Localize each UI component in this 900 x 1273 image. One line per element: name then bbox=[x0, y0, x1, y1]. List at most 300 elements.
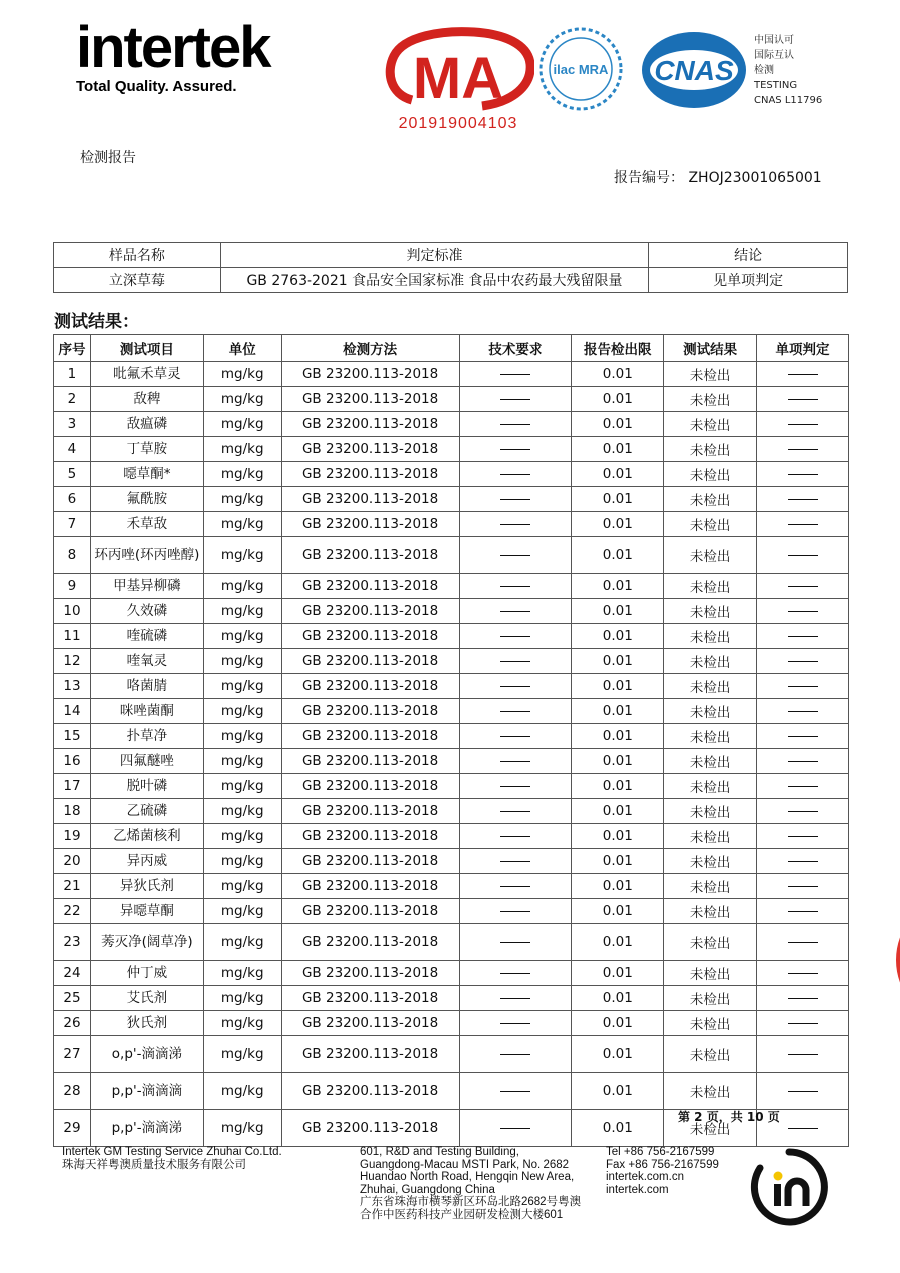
detection-limit: 0.01 bbox=[572, 512, 664, 537]
technical-requirement bbox=[459, 824, 572, 849]
detection-limit: 0.01 bbox=[572, 624, 664, 649]
detection-limit: 0.01 bbox=[572, 649, 664, 674]
unit: mg/kg bbox=[203, 961, 281, 986]
dash-mark bbox=[500, 1054, 530, 1055]
row-number: 6 bbox=[54, 487, 91, 512]
dash-mark bbox=[788, 1128, 818, 1129]
test-item: 敌瘟磷 bbox=[90, 412, 203, 437]
dash-mark bbox=[788, 586, 818, 587]
detection-limit: 0.01 bbox=[572, 437, 664, 462]
detection-limit: 0.01 bbox=[572, 487, 664, 512]
footer-company-line: Intertek GM Testing Service Zhuhai Co.Ltd. bbox=[62, 1146, 282, 1158]
results-body bbox=[54, 362, 849, 1147]
brand-tagline: Total Quality. Assured. bbox=[76, 78, 237, 95]
dash-mark bbox=[500, 555, 530, 556]
test-item: 乙烯菌核利 bbox=[90, 824, 203, 849]
row-number: 21 bbox=[54, 874, 91, 899]
detection-limit: 0.01 bbox=[572, 924, 664, 961]
detection-limit: 0.01 bbox=[572, 1036, 664, 1073]
row-number: 26 bbox=[54, 1011, 91, 1036]
document-title: 检测报告 bbox=[80, 150, 136, 166]
technical-requirement bbox=[459, 599, 572, 624]
test-result: 未检出 bbox=[664, 512, 757, 537]
test-result: 未检出 bbox=[664, 774, 757, 799]
dash-mark bbox=[500, 1023, 530, 1024]
test-item: 敌稗 bbox=[90, 387, 203, 412]
item-judgement bbox=[757, 799, 849, 824]
test-result: 未检出 bbox=[664, 674, 757, 699]
technical-requirement bbox=[459, 649, 572, 674]
footer-address-line: 广东省珠海市横琴新区环岛北路2682号粤澳 bbox=[360, 1196, 582, 1208]
row-number: 14 bbox=[54, 699, 91, 724]
unit: mg/kg bbox=[203, 799, 281, 824]
technical-requirement bbox=[459, 799, 572, 824]
detection-limit: 0.01 bbox=[572, 599, 664, 624]
test-item: 狄氏剂 bbox=[90, 1011, 203, 1036]
test-item: o,p'-滴滴涕 bbox=[90, 1036, 203, 1073]
item-judgement bbox=[757, 462, 849, 487]
unit: mg/kg bbox=[203, 412, 281, 437]
table-row bbox=[54, 649, 849, 674]
row-number: 25 bbox=[54, 986, 91, 1011]
technical-requirement bbox=[459, 849, 572, 874]
results-header-row bbox=[54, 335, 849, 362]
dash-mark bbox=[788, 555, 818, 556]
technical-requirement bbox=[459, 874, 572, 899]
row-number: 20 bbox=[54, 849, 91, 874]
table-row bbox=[54, 874, 849, 899]
unit: mg/kg bbox=[203, 699, 281, 724]
dash-mark bbox=[500, 474, 530, 475]
unit: mg/kg bbox=[203, 362, 281, 387]
test-item: 艾氏剂 bbox=[90, 986, 203, 1011]
table-row bbox=[54, 1036, 849, 1073]
footer-tel: Tel +86 756-2167599 bbox=[606, 1146, 715, 1158]
dash-mark bbox=[788, 811, 818, 812]
unit: mg/kg bbox=[203, 924, 281, 961]
test-item: 扑草净 bbox=[90, 724, 203, 749]
brand-name: intertek bbox=[76, 15, 270, 80]
test-item: 氟酰胺 bbox=[90, 487, 203, 512]
header-cell: 检测方法 bbox=[281, 335, 459, 362]
test-method: GB 23200.113-2018 bbox=[281, 899, 459, 924]
test-method: GB 23200.113-2018 bbox=[281, 1036, 459, 1073]
header-cell: 报告检出限 bbox=[572, 335, 664, 362]
item-judgement bbox=[757, 824, 849, 849]
item-judgement bbox=[757, 749, 849, 774]
ilac-mra-logo bbox=[538, 26, 624, 112]
dash-mark bbox=[500, 973, 530, 974]
test-result: 未检出 bbox=[664, 986, 757, 1011]
item-judgement bbox=[757, 362, 849, 387]
unit: mg/kg bbox=[203, 986, 281, 1011]
dash-mark bbox=[500, 811, 530, 812]
cert-line: 检测 bbox=[754, 65, 774, 76]
table-row bbox=[54, 799, 849, 824]
footer-address-line: 601, R&D and Testing Building, bbox=[360, 1146, 519, 1158]
item-judgement bbox=[757, 874, 849, 899]
unit: mg/kg bbox=[203, 462, 281, 487]
section-title: 测试结果： bbox=[54, 312, 139, 332]
test-method: GB 23200.113-2018 bbox=[281, 874, 459, 899]
dash-mark bbox=[788, 374, 818, 375]
dash-mark bbox=[500, 998, 530, 999]
test-item: 乙硫磷 bbox=[90, 799, 203, 824]
table-row bbox=[54, 537, 849, 574]
technical-requirement bbox=[459, 512, 572, 537]
test-item: 丁草胺 bbox=[90, 437, 203, 462]
row-number: 19 bbox=[54, 824, 91, 849]
table-row bbox=[54, 674, 849, 699]
unit: mg/kg bbox=[203, 724, 281, 749]
technical-requirement bbox=[459, 1036, 572, 1073]
technical-requirement bbox=[459, 986, 572, 1011]
row-number: 27 bbox=[54, 1036, 91, 1073]
technical-requirement bbox=[459, 437, 572, 462]
footer-address-line: Zhuhai, Guangdong China bbox=[360, 1183, 495, 1196]
detection-limit: 0.01 bbox=[572, 537, 664, 574]
dash-mark bbox=[500, 861, 530, 862]
test-result: 未检出 bbox=[664, 574, 757, 599]
unit: mg/kg bbox=[203, 849, 281, 874]
test-result: 未检出 bbox=[664, 462, 757, 487]
dash-mark bbox=[500, 399, 530, 400]
unit: mg/kg bbox=[203, 1110, 281, 1147]
test-method: GB 23200.113-2018 bbox=[281, 437, 459, 462]
test-item: 咪唑菌酮 bbox=[90, 699, 203, 724]
unit: mg/kg bbox=[203, 599, 281, 624]
dash-mark bbox=[788, 661, 818, 662]
detection-limit: 0.01 bbox=[572, 674, 664, 699]
item-judgement bbox=[757, 924, 849, 961]
dash-mark bbox=[500, 786, 530, 787]
header-cell: 测试结果 bbox=[664, 335, 757, 362]
table-row bbox=[54, 1011, 849, 1036]
summary-header-cell: 样品名称 bbox=[54, 243, 221, 268]
dash-mark bbox=[500, 586, 530, 587]
detection-limit: 0.01 bbox=[572, 849, 664, 874]
test-result: 未检出 bbox=[664, 899, 757, 924]
cert-line: 国际互认 bbox=[754, 50, 794, 61]
detection-limit: 0.01 bbox=[572, 1073, 664, 1110]
row-number: 12 bbox=[54, 649, 91, 674]
footer-company-line: 珠海天祥粤澳质量技术服务有限公司 bbox=[62, 1158, 246, 1171]
test-item: 久效磷 bbox=[90, 599, 203, 624]
dash-mark bbox=[788, 886, 818, 887]
intertek-logo bbox=[76, 15, 270, 95]
summary-header-cell: 判定标准 bbox=[220, 243, 648, 268]
dash-mark bbox=[788, 911, 818, 912]
technical-requirement bbox=[459, 674, 572, 699]
table-row bbox=[54, 986, 849, 1011]
detection-limit: 0.01 bbox=[572, 874, 664, 899]
unit: mg/kg bbox=[203, 537, 281, 574]
technical-requirement bbox=[459, 899, 572, 924]
test-result: 未检出 bbox=[664, 537, 757, 574]
technical-requirement bbox=[459, 362, 572, 387]
footer-fax: Fax +86 756-2167599 bbox=[606, 1158, 719, 1171]
item-judgement bbox=[757, 724, 849, 749]
dash-mark bbox=[788, 861, 818, 862]
test-result: 未检出 bbox=[664, 437, 757, 462]
test-result: 未检出 bbox=[664, 649, 757, 674]
dash-mark bbox=[500, 1128, 530, 1129]
test-method: GB 23200.113-2018 bbox=[281, 599, 459, 624]
dash-mark bbox=[788, 399, 818, 400]
cnas-logo bbox=[640, 30, 748, 110]
technical-requirement bbox=[459, 749, 572, 774]
cnas-text: CNAS bbox=[654, 55, 734, 86]
detection-limit: 0.01 bbox=[572, 961, 664, 986]
detection-limit: 0.01 bbox=[572, 387, 664, 412]
summary-header-row bbox=[54, 243, 848, 268]
row-number: 24 bbox=[54, 961, 91, 986]
unit: mg/kg bbox=[203, 1011, 281, 1036]
dash-mark bbox=[500, 711, 530, 712]
test-item: 仲丁威 bbox=[90, 961, 203, 986]
item-judgement bbox=[757, 986, 849, 1011]
dash-mark bbox=[500, 942, 530, 943]
test-result: 未检出 bbox=[664, 799, 757, 824]
seal-stamp bbox=[872, 890, 900, 1030]
table-row bbox=[54, 487, 849, 512]
item-judgement bbox=[757, 699, 849, 724]
test-item: 脱叶磷 bbox=[90, 774, 203, 799]
test-method: GB 23200.113-2018 bbox=[281, 362, 459, 387]
dash-mark bbox=[500, 686, 530, 687]
test-method: GB 23200.113-2018 bbox=[281, 824, 459, 849]
unit: mg/kg bbox=[203, 1036, 281, 1073]
item-judgement bbox=[757, 674, 849, 699]
unit: mg/kg bbox=[203, 649, 281, 674]
footer-website-cn: intertek.com.cn bbox=[606, 1171, 684, 1183]
item-judgement bbox=[757, 537, 849, 574]
page-number: 第 2 页，共 10 页 bbox=[678, 1110, 780, 1124]
test-result: 未检出 bbox=[664, 1011, 757, 1036]
header-cell: 技术要求 bbox=[459, 335, 572, 362]
footer-address bbox=[360, 1146, 581, 1221]
table-row bbox=[54, 924, 849, 961]
row-number: 3 bbox=[54, 412, 91, 437]
dash-mark bbox=[788, 1023, 818, 1024]
test-result: 未检出 bbox=[664, 1073, 757, 1110]
table-row bbox=[54, 774, 849, 799]
table-row bbox=[54, 1073, 849, 1110]
test-item: p,p'-滴滴涕 bbox=[90, 1110, 203, 1147]
technical-requirement bbox=[459, 961, 572, 986]
test-method: GB 23200.113-2018 bbox=[281, 512, 459, 537]
judgement-standard: GB 2763-2021 食品安全国家标准 食品中农药最大残留限量 bbox=[220, 268, 648, 293]
unit: mg/kg bbox=[203, 387, 281, 412]
test-method: GB 23200.113-2018 bbox=[281, 387, 459, 412]
dash-mark bbox=[788, 449, 818, 450]
row-number: 5 bbox=[54, 462, 91, 487]
cma-letters: MA bbox=[412, 46, 504, 111]
item-judgement bbox=[757, 1073, 849, 1110]
detection-limit: 0.01 bbox=[572, 1011, 664, 1036]
test-method: GB 23200.113-2018 bbox=[281, 774, 459, 799]
table-row bbox=[54, 437, 849, 462]
dash-mark bbox=[788, 474, 818, 475]
row-number: 15 bbox=[54, 724, 91, 749]
test-item: 异狄氏剂 bbox=[90, 874, 203, 899]
summary-header-cell: 结论 bbox=[649, 243, 848, 268]
test-item: 四氟醚唑 bbox=[90, 749, 203, 774]
dash-mark bbox=[788, 836, 818, 837]
header-cell: 序号 bbox=[54, 335, 91, 362]
dash-mark bbox=[788, 761, 818, 762]
table-row bbox=[54, 624, 849, 649]
table-row bbox=[54, 362, 849, 387]
test-result: 未检出 bbox=[664, 724, 757, 749]
test-result: 未检出 bbox=[664, 824, 757, 849]
test-item: 噁草酮* bbox=[90, 462, 203, 487]
dash-mark bbox=[500, 636, 530, 637]
item-judgement bbox=[757, 512, 849, 537]
technical-requirement bbox=[459, 1110, 572, 1147]
test-result: 未检出 bbox=[664, 749, 757, 774]
item-judgement bbox=[757, 961, 849, 986]
table-row bbox=[54, 574, 849, 599]
dash-mark bbox=[788, 942, 818, 943]
test-item: 异噁草酮 bbox=[90, 899, 203, 924]
dash-mark bbox=[788, 711, 818, 712]
test-method: GB 23200.113-2018 bbox=[281, 1073, 459, 1110]
technical-requirement bbox=[459, 462, 572, 487]
detection-limit: 0.01 bbox=[572, 824, 664, 849]
test-item: 异丙威 bbox=[90, 849, 203, 874]
test-method: GB 23200.113-2018 bbox=[281, 961, 459, 986]
technical-requirement bbox=[459, 412, 572, 437]
item-judgement bbox=[757, 412, 849, 437]
technical-requirement bbox=[459, 699, 572, 724]
test-method: GB 23200.113-2018 bbox=[281, 849, 459, 874]
item-judgement bbox=[757, 487, 849, 512]
table-row bbox=[54, 824, 849, 849]
technical-requirement bbox=[459, 1011, 572, 1036]
test-result: 未检出 bbox=[664, 412, 757, 437]
dash-mark bbox=[500, 736, 530, 737]
row-number: 29 bbox=[54, 1110, 91, 1147]
table-row bbox=[54, 899, 849, 924]
test-item: 禾草敌 bbox=[90, 512, 203, 537]
dash-mark bbox=[788, 736, 818, 737]
dash-mark bbox=[500, 374, 530, 375]
item-judgement bbox=[757, 387, 849, 412]
row-number: 18 bbox=[54, 799, 91, 824]
table-row bbox=[54, 961, 849, 986]
test-result: 未检出 bbox=[664, 624, 757, 649]
dash-mark bbox=[500, 661, 530, 662]
item-judgement bbox=[757, 899, 849, 924]
technical-requirement bbox=[459, 1073, 572, 1110]
item-judgement bbox=[757, 649, 849, 674]
row-number: 9 bbox=[54, 574, 91, 599]
footer-address-line: Guangdong-Macau MSTI Park, No. 2682 bbox=[360, 1158, 570, 1171]
dash-mark bbox=[788, 611, 818, 612]
test-result: 未检出 bbox=[664, 362, 757, 387]
header-cell: 单位 bbox=[203, 335, 281, 362]
results-table bbox=[53, 334, 849, 1147]
dash-mark bbox=[788, 686, 818, 687]
row-number: 23 bbox=[54, 924, 91, 961]
row-number: 28 bbox=[54, 1073, 91, 1110]
footer-address-line: Huandao North Road, Hengqin New Area, bbox=[360, 1171, 575, 1183]
test-item: p,p'-滴滴滴 bbox=[90, 1073, 203, 1110]
table-row bbox=[54, 724, 849, 749]
test-method: GB 23200.113-2018 bbox=[281, 924, 459, 961]
dash-mark bbox=[500, 499, 530, 500]
row-number: 7 bbox=[54, 512, 91, 537]
table-row bbox=[54, 599, 849, 624]
test-method: GB 23200.113-2018 bbox=[281, 487, 459, 512]
detection-limit: 0.01 bbox=[572, 362, 664, 387]
detection-limit: 0.01 bbox=[572, 724, 664, 749]
sample-name: 立深草莓 bbox=[54, 268, 221, 293]
test-method: GB 23200.113-2018 bbox=[281, 462, 459, 487]
dash-mark bbox=[500, 1091, 530, 1092]
unit: mg/kg bbox=[203, 674, 281, 699]
footer-website: intertek.com bbox=[606, 1183, 669, 1196]
test-item: 甲基异柳磷 bbox=[90, 574, 203, 599]
unit: mg/kg bbox=[203, 574, 281, 599]
dash-mark bbox=[788, 499, 818, 500]
unit: mg/kg bbox=[203, 487, 281, 512]
technical-requirement bbox=[459, 487, 572, 512]
dash-mark bbox=[500, 424, 530, 425]
dash-mark bbox=[500, 911, 530, 912]
item-judgement bbox=[757, 437, 849, 462]
table-row bbox=[54, 749, 849, 774]
test-result: 未检出 bbox=[664, 699, 757, 724]
table-row bbox=[54, 387, 849, 412]
detection-limit: 0.01 bbox=[572, 412, 664, 437]
technical-requirement bbox=[459, 387, 572, 412]
cert-line: CNAS L11796 bbox=[754, 95, 823, 106]
item-judgement bbox=[757, 624, 849, 649]
test-method: GB 23200.113-2018 bbox=[281, 649, 459, 674]
summary-table bbox=[53, 242, 848, 293]
unit: mg/kg bbox=[203, 774, 281, 799]
test-item: 喹硫磷 bbox=[90, 624, 203, 649]
cert-line: 中国认可 bbox=[754, 35, 794, 46]
row-number: 16 bbox=[54, 749, 91, 774]
intertek-roundel-icon bbox=[748, 1146, 830, 1228]
test-result: 未检出 bbox=[664, 1036, 757, 1073]
test-method: GB 23200.113-2018 bbox=[281, 799, 459, 824]
table-row bbox=[54, 412, 849, 437]
row-number: 10 bbox=[54, 599, 91, 624]
unit: mg/kg bbox=[203, 512, 281, 537]
table-row bbox=[54, 512, 849, 537]
footer-contact bbox=[606, 1146, 719, 1196]
technical-requirement bbox=[459, 924, 572, 961]
dash-mark bbox=[500, 761, 530, 762]
test-result: 未检出 bbox=[664, 924, 757, 961]
test-method: GB 23200.113-2018 bbox=[281, 1011, 459, 1036]
item-judgement bbox=[757, 574, 849, 599]
item-judgement bbox=[757, 1011, 849, 1036]
test-method: GB 23200.113-2018 bbox=[281, 986, 459, 1011]
detection-limit: 0.01 bbox=[572, 799, 664, 824]
technical-requirement bbox=[459, 774, 572, 799]
dash-mark bbox=[500, 449, 530, 450]
detection-limit: 0.01 bbox=[572, 749, 664, 774]
test-result: 未检出 bbox=[664, 599, 757, 624]
table-row bbox=[54, 849, 849, 874]
detection-limit: 0.01 bbox=[572, 699, 664, 724]
detection-limit: 0.01 bbox=[572, 774, 664, 799]
